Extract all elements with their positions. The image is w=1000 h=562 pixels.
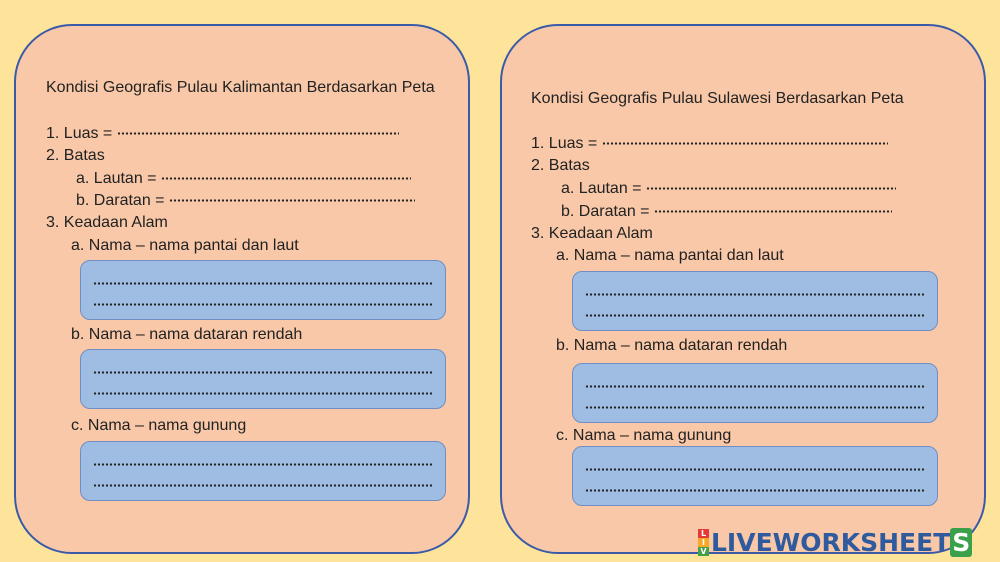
kalimantan-lautan-label: a. Lautan =: [76, 170, 161, 187]
sulawesi-lautan-label: a. Lautan =: [561, 180, 646, 197]
answer-line: [93, 303, 433, 306]
kalimantan-luas: [46, 124, 399, 144]
kalimantan-title: Kondisi Geografis Pulau Kalimantan Berdasarkan Peta: [46, 79, 435, 96]
kalimantan-lautan-blank[interactable]: [161, 177, 411, 180]
kalimantan-dataran-answer-box[interactable]: [80, 349, 446, 409]
kalimantan-card: [14, 24, 470, 554]
sulawesi-pantai-answer-box[interactable]: [572, 271, 938, 331]
sulawesi-keadaan: 3. Keadaan Alam: [531, 225, 653, 242]
logo-letter-stack-icon: [698, 529, 709, 556]
answer-line: [585, 385, 925, 388]
logo-letter: V: [698, 547, 709, 556]
sulawesi-card: [500, 24, 986, 554]
sulawesi-luas-label: 1. Luas =: [531, 135, 602, 152]
logo-letter: I: [698, 538, 709, 547]
sulawesi-dataran-label: b. Nama – nama dataran rendah: [556, 337, 788, 354]
kalimantan-gunung-answer-box[interactable]: [80, 441, 446, 501]
kalimantan-lautan: [76, 169, 411, 189]
sulawesi-gunung-answer-box[interactable]: [572, 446, 938, 506]
answer-line: [93, 484, 433, 487]
sulawesi-lautan-blank[interactable]: [646, 187, 896, 190]
answer-line: [585, 293, 925, 296]
kalimantan-daratan: [76, 191, 415, 211]
kalimantan-daratan-blank[interactable]: [169, 199, 415, 202]
kalimantan-luas-blank[interactable]: [117, 132, 399, 135]
answer-line: [93, 463, 433, 466]
sulawesi-luas-blank[interactable]: [602, 142, 888, 145]
answer-line: [585, 489, 925, 492]
kalimantan-batas: 2. Batas: [46, 147, 105, 164]
kalimantan-gunung-label: c. Nama – nama gunung: [71, 417, 247, 434]
answer-line: [93, 392, 433, 395]
answer-line: [585, 314, 925, 317]
sulawesi-daratan: [561, 202, 892, 222]
sulawesi-title: Kondisi Geografis Pulau Sulawesi Berdasarkan Peta: [531, 90, 904, 107]
logo-last-letter: S: [952, 527, 971, 557]
answer-line: [585, 468, 925, 471]
sulawesi-gunung-label: c. Nama – nama gunung: [556, 427, 732, 444]
sulawesi-luas: [531, 134, 888, 154]
sulawesi-daratan-label: b. Daratan =: [561, 203, 654, 220]
sulawesi-batas: 2. Batas: [531, 157, 590, 174]
kalimantan-luas-label: 1. Luas =: [46, 125, 117, 142]
liveworksheets-logo[interactable]: [698, 527, 972, 557]
sulawesi-pantai-label: a. Nama – nama pantai dan laut: [556, 247, 784, 264]
kalimantan-keadaan: 3. Keadaan Alam: [46, 214, 168, 231]
logo-text: LIVEWORKSHEET: [711, 527, 951, 557]
answer-line: [93, 282, 433, 285]
sulawesi-dataran-answer-box[interactable]: [572, 363, 938, 423]
logo-letter: L: [698, 529, 709, 538]
kalimantan-dataran-label: b. Nama – nama dataran rendah: [71, 326, 303, 343]
sulawesi-lautan: [561, 179, 896, 199]
answer-line: [93, 371, 433, 374]
kalimantan-pantai-label: a. Nama – nama pantai dan laut: [71, 237, 299, 254]
sulawesi-daratan-blank[interactable]: [654, 210, 892, 213]
kalimantan-daratan-label: b. Daratan =: [76, 192, 169, 209]
kalimantan-pantai-answer-box[interactable]: [80, 260, 446, 320]
answer-line: [585, 406, 925, 409]
